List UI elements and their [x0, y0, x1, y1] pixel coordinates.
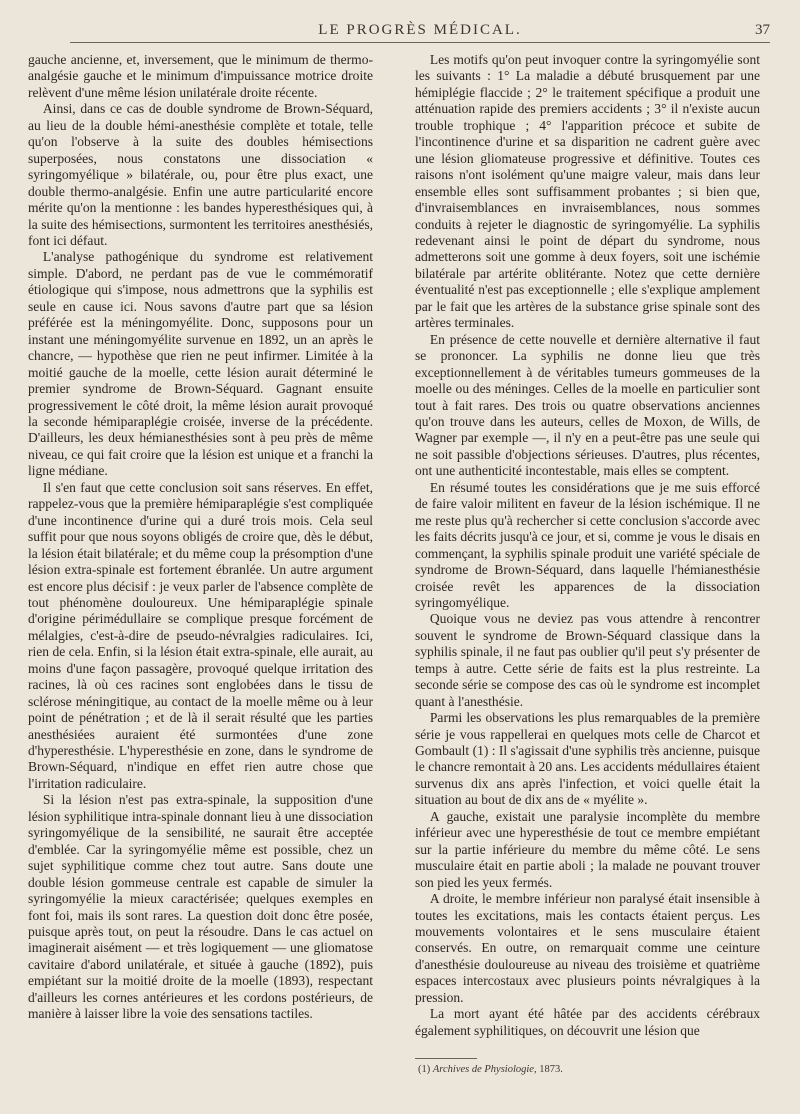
paragraph: La mort ayant été hâtée par des accidents cérébraux également syphilitiques, on découvrit une lésion que — [415, 1006, 760, 1038]
page-header — [70, 22, 770, 43]
paragraph: A droite, le membre inférieur non paralysé était insensible à toutes les excitations, mais les contacts étaient perçus. Les mouvements volontaires et le sens musculaire étaient conservés. En outre, on remarquait comme une ceinture d'anesthésie douloureuse au niveau des troisième et quatrième espaces intercostaux avec plusieurs points névralgiques à la pression. — [415, 891, 760, 1005]
paragraph: Il s'en faut que cette conclusion soit sans réserves. En effet, rappelez-vous que la première hémiparaplégie s'est compliquée d'une incontinence d'urine qui a duré trois mois. Cela seul suffit pour que nous soyons obligés de croire que, dès le début, la lésion était bilatérale; et du même coup la présomption d'une lésion extra-spinale est fortement ébranlée. Un autre argument est encore plus décisif : je veux parler de l'absence complète de tout phénomène douloureux. Une hémiparaplégie spinale d'origine périmédullaire se complique presque forcément de mélalgies, c'est-à-dire de pseudo-névralgies radiculaires. Ici, rien de cela. Enfin, si la lésion était extra-spinale, elle aurait, au moins d'une façon passagère, provoqué quelque irritation des racines, là où ces racines sont englobées dans le tissu de sclérose méningitique, au contact de la moelle même ou à leur point de pénétration ; et de là il serait résulté que les parties anesthésiées auraient été surmontées d'une zone d'hyperesthésie. L'hyperesthésie en zone, dans le syndrome de Brown-Séquard, n'indique en effet rien autre chose que l'irritation radiculaire. — [28, 479, 373, 791]
footnote-divider — [415, 1058, 477, 1059]
footnote — [418, 1063, 563, 1076]
paragraph: Parmi les observations les plus remarquables de la première série je vous rappellerai en quelques mots celle de Charcot et Gombault (1) : Il s'agissait d'une syphilis très ancienne, puisque le chancre remontait à 20 ans. Les accidents médullaires étaient survenus dix ans après l'infection, et voici quelle était la situation au bout de dix ans de « myélite ». — [415, 710, 760, 808]
paragraph: Les motifs qu'on peut invoquer contre la syringomyélie sont les suivants : 1° La maladie a débuté brusquement par une hémiplégie flaccide ; 2° le traitement spécifique a produit une atténuation rapide des premiers accidents ; 3° il n'existe aucun trouble trophique ; 4° l'apparition précoce et subite de l'incontinence d'urine et sa disparition ne cadrent guère avec une lésion gliomateuse progressive et définitive. Toutes ces raisons n'ont isolément qu'une maigre valeur, mais dans leur ensemble elles sont suffisamment probantes ; si bien que, d'invraisemblances en invraisemblances, nous sommes conduits à rejeter le diagnostic de syringomyélie. La syphilis redevenant ainsi le point de départ du syndrome, nous admetterons soit une gomme à deux foyers, soit une ischémie bilatérale par artérite oblitérante. Notez que cette dernière éventualité n'est pas exceptionnelle ; elle s'explique amplement par le fait que les artères de la substance grise spinale sont des artères terminales. — [415, 52, 760, 331]
running-title: LE PROGRÈS MÉDICAL. — [318, 22, 522, 38]
footnote-year: , 1873. — [533, 1064, 563, 1075]
left-column — [28, 52, 373, 1023]
footnote-marker: (1) — [418, 1064, 433, 1075]
page-number: 37 — [755, 22, 770, 38]
footnote-source: Archives de Physiologie — [432, 1064, 534, 1075]
paragraph: A gauche, existait une paralysie incomplète du membre inférieur avec une hyperesthésie de tout ce membre empiétant sur la partie inférieure du membre du même côté. Le sens musculaire était en partie aboli ; la malade ne pouvant trouver son pied les yeux fermés. — [415, 808, 760, 890]
paragraph: En présence de cette nouvelle et dernière alternative il faut se prononcer. La syphilis ne donne lieu que très exceptionnellement à de véritables tumeurs gommeuses de la moelle ou des méninges. Celles de la moelle en particulier sont tout à fait rares. Des trois ou quatre observations anciennes qu'on trouve dans les auteurs, celles de Moxon, de Wills, de Wagner par exemple —, il n'y en a peut-être pas une seule qui ne soit passible d'objections sérieuses. D'autres, plus récentes, ont une authenticité incontestable, mais elles se comptent. — [415, 331, 760, 479]
paragraph: Ainsi, dans ce cas de double syndrome de Brown-Séquard, au lieu de la double hémi-anesthésie complète et totale, telle qu'on l'observe à la suite des doubles hémisections superposées, nous constatons une dissociation « syringomyélique » bilatérale, ou, pour être plus exact, une double thermo-analgésie. Enfin une autre particularité encore mérite qu'on la mentionne : les bandes hyperesthésiques qui, à la suite des hémisections, surmontent les territoires anesthésiés, font ici défaut. — [28, 101, 373, 248]
paragraph: En résumé toutes les considérations que je me suis efforcé de faire valoir militent en faveur de la lésion ischémique. Il ne me reste plus qu'à rechercher si cette conclusion s'accorde avec les faits décrits jusqu'à ce jour, et si, comme je vous le disais en commençant, la syphilis spinale produit une variété spéciale de syndrome de Brown-Séquard, dans laquelle l'hémianesthésie croisée revêt les apparences de la dissociation syringomyélique. — [415, 479, 760, 610]
paragraph: gauche ancienne, et, inversement, que le minimum de thermo-analgésie gauche et le minimum d'impuissance motrice droite relèvent d'une même lésion unilatérale droite récente. — [28, 52, 373, 100]
paragraph: Si la lésion n'est pas extra-spinale, la supposition d'une lésion syphilitique intra-spinale donnant lieu à une dissociation syringomyélique de la sensibilité, ne saurait être acceptée d'emblée. Car la syringomyélie même est possible, chez un sujet syphilitique comme chez tout autre. Sans doute une double lésion gommeuse centrale est capable de simuler la syringomyélie la mieux caractérisée; quelques exemples en font foi, mais ils sont rares. La question doit donc être posée, puisque après tout, on peut la résoudre. Dans le cas actuel on imaginerait aisément — et très logiquement — une gliomatose cavitaire d'abord unilatérale, et située à gauche (1892), puis empiétant sur la moitié droite de la moelle (1893), respectant d'ailleurs les cornes antérieures et les cordons postérieurs, de manière à laisser libre la voie des sensations tactiles. — [28, 792, 373, 1022]
paragraph: L'analyse pathogénique du syndrome est relativement simple. D'abord, ne perdant pas de vue le commémoratif étiologique qui s'impose, nous admettrons que la syphilis est seule en cause ici. Nous savons d'autre part que sa lésion préférée est la méningomyélite. Donc, supposons pour un instant une méningomyélite survenue en 1892, un an après le chancre, — hypothèse que rien ne peut infirmer. Limitée à la moitié gauche de la moelle, cette lésion aurait déterminé le premier syndrome de Brown-Séquard. Gagnant ensuite progressivement le côté droit, la même lésion aurait provoqué la seconde hémiparaplégie croisée, inverse de la précédente. D'ailleurs, les deux hémianesthésies sont à peu près de même niveau, ce qui fait croire que la lésion est unique et a franchi la ligne médiane. — [28, 249, 373, 479]
right-column — [415, 52, 760, 1039]
paragraph: Quoique vous ne deviez pas vous attendre à rencontrer souvent le syndrome de Brown-Séquard classique dans la syphilis spinale, il ne faut pas oublier qu'il peut s'y présenter de temps à autre. Cette série de faits est la plus restreinte. La seconde série se compose des cas où le syndrome est incomplet quant à l'anesthésie. — [415, 611, 760, 709]
